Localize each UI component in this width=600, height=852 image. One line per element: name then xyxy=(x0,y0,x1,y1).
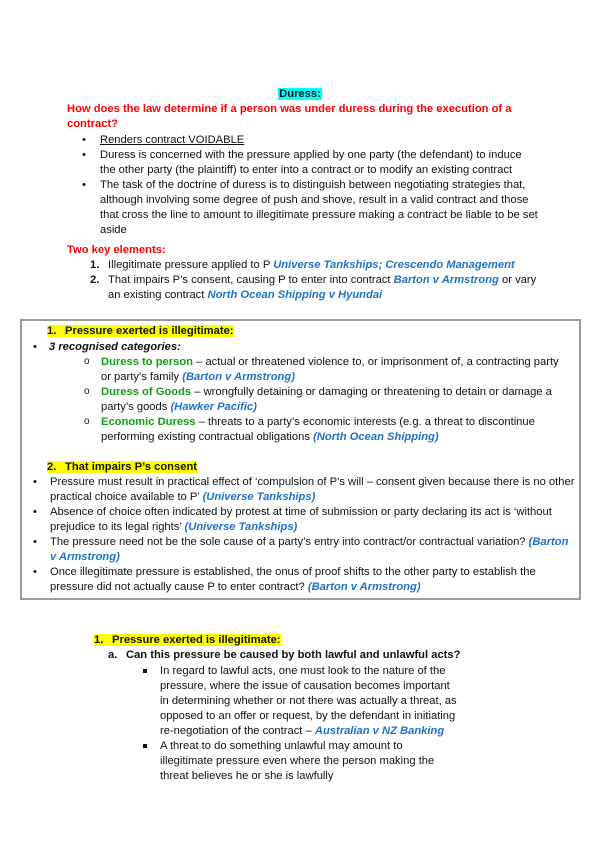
consent-bullet: • Pressure must result in practical effect of ‘compulsion of P’s will – consent given because there is no other practical choice available to P’ (Universe Tankships) xyxy=(50,475,575,505)
section3-heading: 1. Pressure exerted is illegitimate: xyxy=(94,634,281,646)
case-citation: Australian v NZ Banking xyxy=(314,725,445,737)
key-elements-heading: Two key elements: xyxy=(67,244,166,256)
case-citation: (North Ocean Shipping) xyxy=(313,431,439,443)
section3-bullet: A threat to do something unlawful may amount to illegitimate pressure even where the person making the threat believes he or she is lawfully xyxy=(160,739,458,784)
intro-bullet: • The task of the doctrine of duress is to distinguish between negotiating strategies that, although involving some degree of push and shove, result in a valid contract and those that cross the line to amount to illegitimate pressure making a contract be liable to be set aside xyxy=(100,178,540,238)
case-citation: (Barton v Armstrong) xyxy=(50,536,569,563)
intro-bullet: • Renders contract VOIDABLE xyxy=(100,133,540,148)
consent-bullet-list xyxy=(50,475,575,595)
category-item: o Economic Duress – threats to a party’s economic interests (e.g. a threat to discontinue performing existing contractual obligations (North Ocean Shipping) xyxy=(101,415,571,445)
intro-bullet-list xyxy=(100,133,540,238)
section3-bullet: In regard to lawful acts, one must look to the nature of the pressure, where the issue of causation becomes important in determining whether or not there was actually a threat, as opposed to an offer or request, by the defendant in initiating re-negotiation of the contract – Australian v NZ Banking xyxy=(160,665,457,737)
main-question: How does the law determine if a person was under duress during the execution of a contract? xyxy=(67,103,512,130)
case-citation: North Ocean Shipping v Hyundai xyxy=(207,289,383,301)
box-section1-heading: 1. Pressure exerted is illegitimate: xyxy=(47,325,234,337)
consent-bullet: • The pressure need not be the sole cause of a party’s entry into contract/or contractual variation? (Barton v Armstrong) xyxy=(50,535,575,565)
section3-bullet-list xyxy=(160,664,458,784)
key-elements-list xyxy=(90,258,538,303)
case-citation: Universe Tankships; Crescendo Management xyxy=(273,259,515,271)
category-item: o Duress of Goods – wrongfully detaining or damaging or threatening to detain or damage a party’s goods (Hawker Pacific) xyxy=(101,385,571,415)
case-citation: (Hawker Pacific) xyxy=(170,401,257,413)
section3-subheading: a. Can this pressure be caused by both lawful and unlawful acts? xyxy=(108,649,461,661)
box-section2-heading: 2. That impairs P’s consent xyxy=(47,461,198,473)
consent-bullet: • Absence of choice often indicated by protest at time of submission or party declaring its act is ‘without prejudice to its legal rights’ (Universe Tankships) xyxy=(50,505,575,535)
case-citation: Barton v Armstrong xyxy=(393,274,499,286)
case-citation: (Barton v Armstrong) xyxy=(182,371,295,383)
intro-bullet: • Duress is concerned with the pressure applied by one party (the defendant) to induce the other party (the plaintiff) to enter into a contract or to modify an existing contract xyxy=(100,148,540,178)
categories-list xyxy=(101,355,571,445)
category-item: o Duress to person – actual or threatened violence to, or imprisonment of, a contracting party or party’s family (Barton v Armstrong) xyxy=(101,355,571,385)
bullet-icon: • xyxy=(33,341,37,353)
case-citation: (Universe Tankships) xyxy=(184,521,298,533)
case-citation: (Barton v Armstrong) xyxy=(307,581,421,593)
consent-bullet: • Once illegitimate pressure is established, the onus of proof shifts to the other party to establish the pressure did not actually cause P to enter contract? (Barton v Armstrong) xyxy=(50,565,575,595)
key-element-item: 1. Illegitimate pressure applied to P Universe Tankships; Crescendo Management xyxy=(90,259,515,271)
key-element-item: 2. That impairs P’s consent, causing P to enter into contract Barton v Armstrong or vary an existing contract North Ocean Shipping v Hyundai xyxy=(90,274,537,301)
document-title: Duress: xyxy=(279,88,321,100)
case-citation: (Universe Tankships) xyxy=(202,491,316,503)
